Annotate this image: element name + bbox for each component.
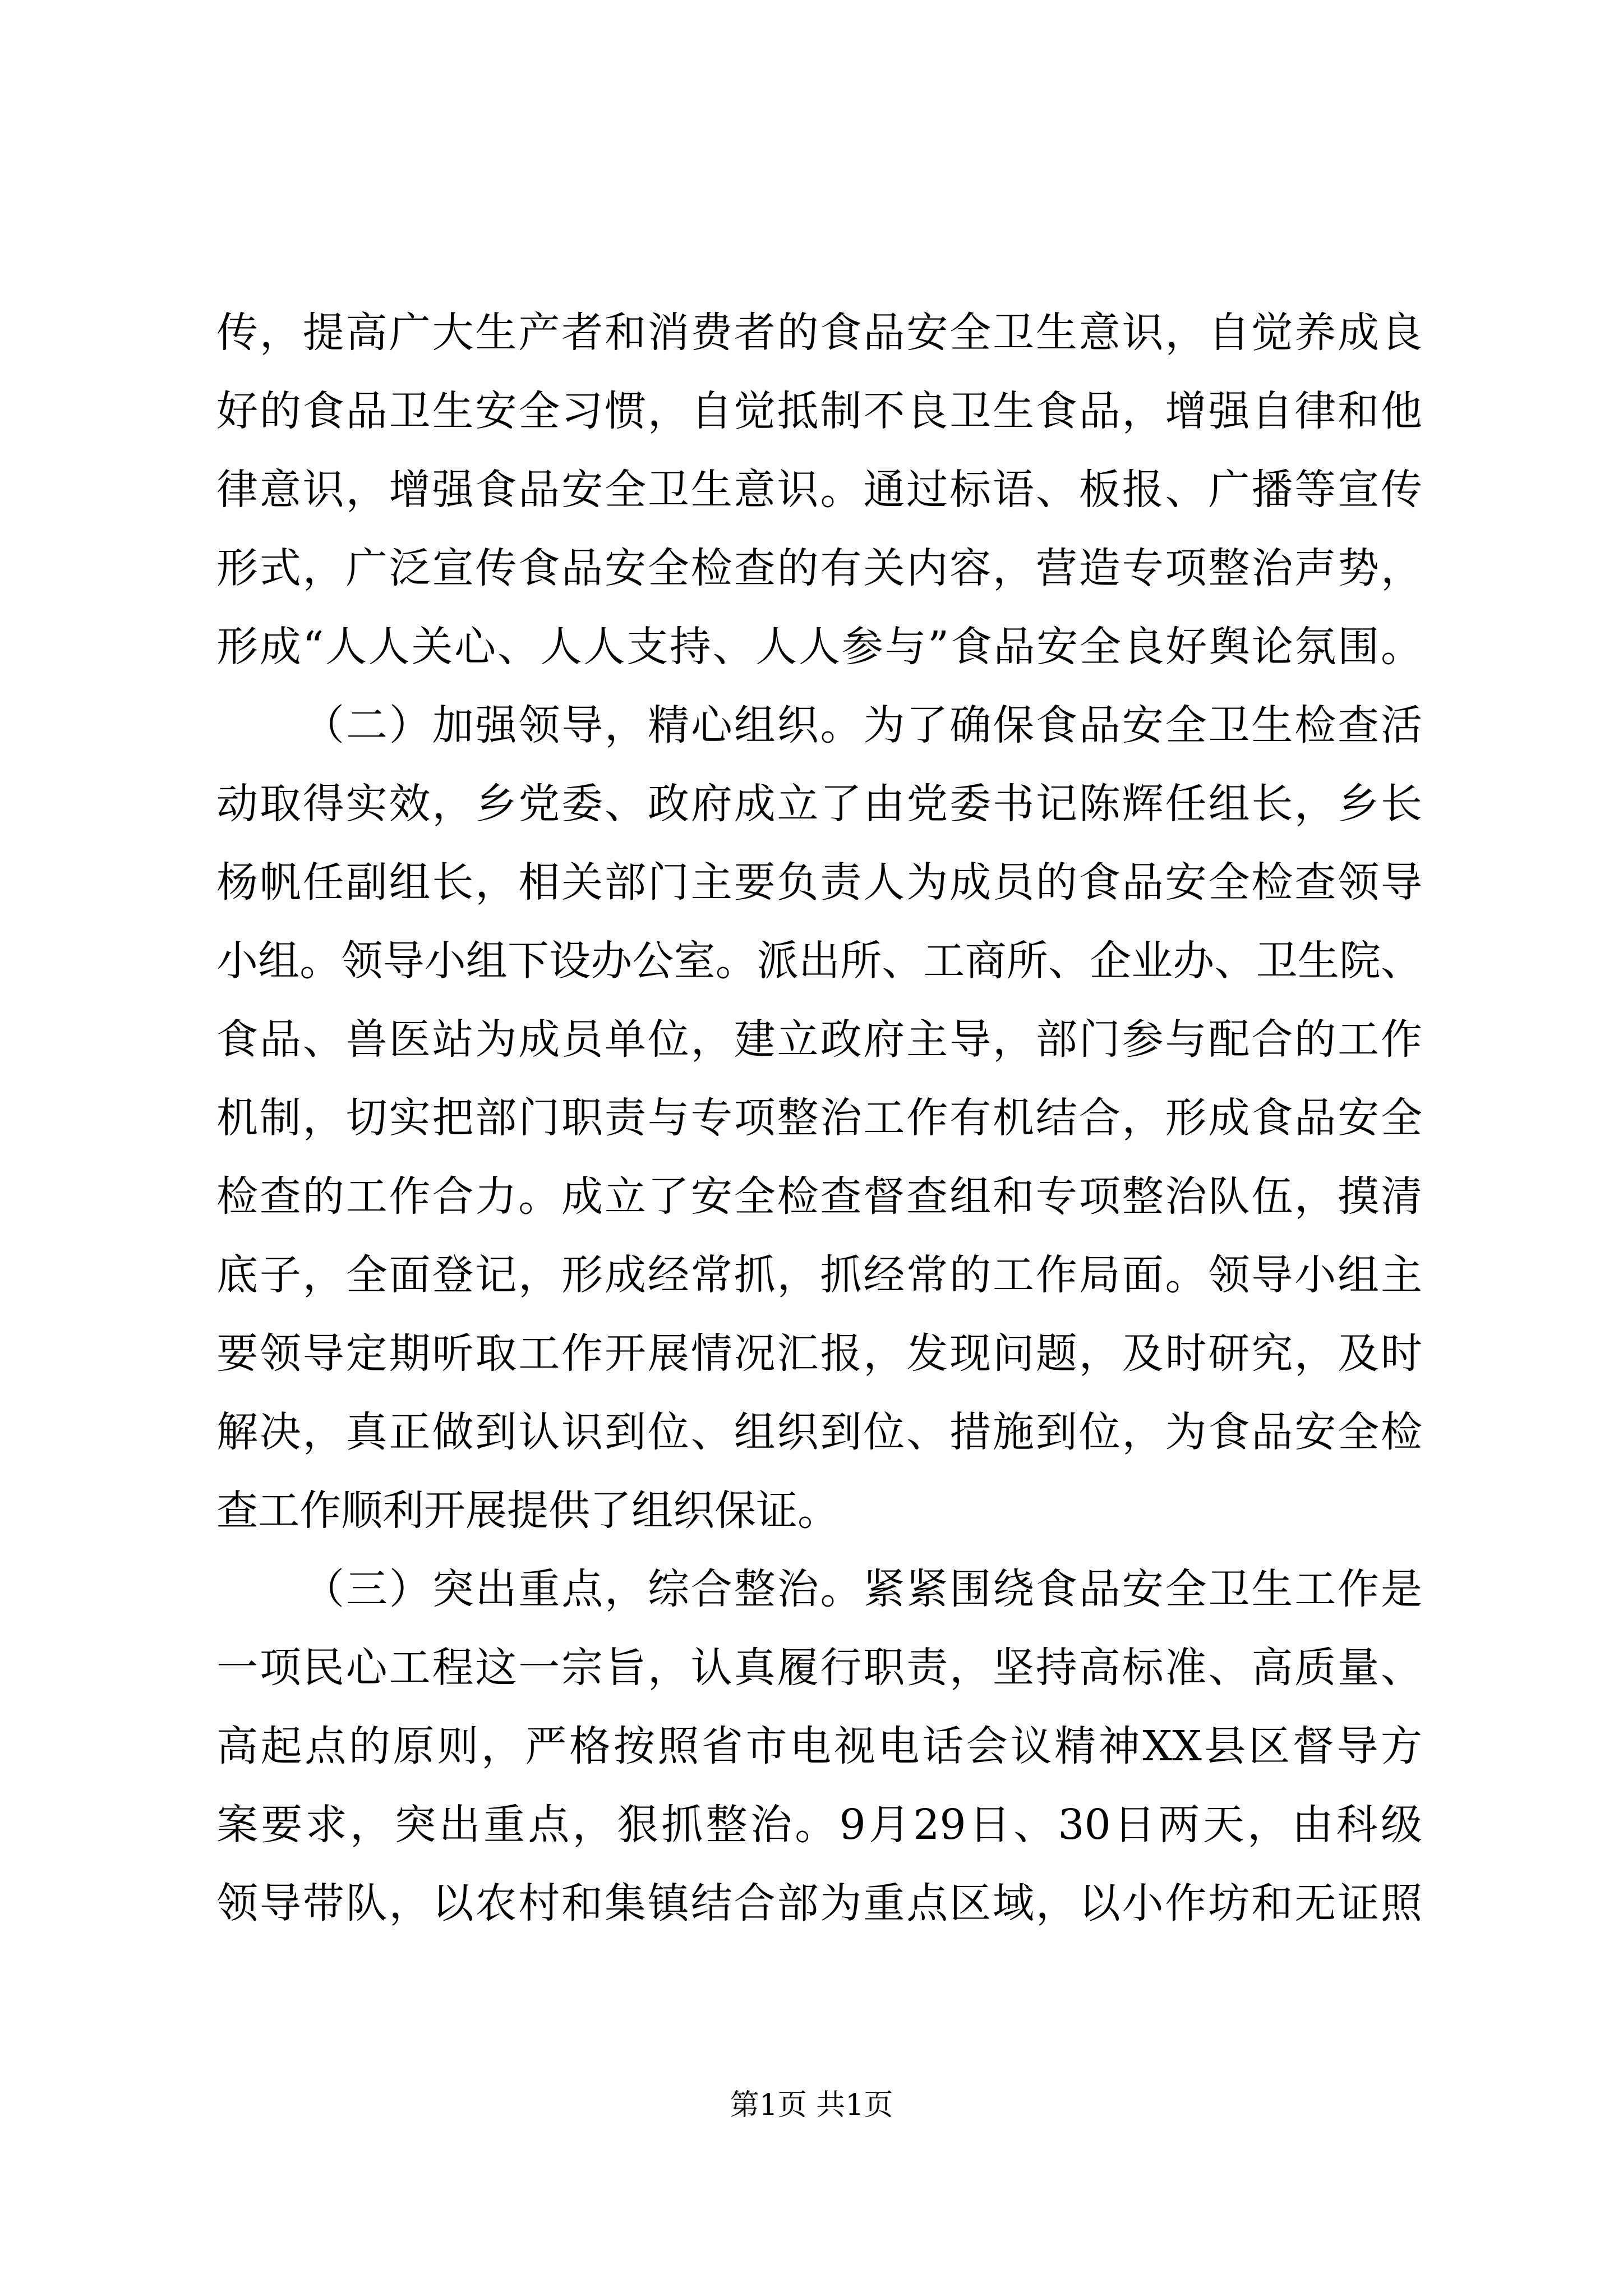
text-line-18: 一项民心工程这一宗旨，认真履行职责，坚持高标准、高质量、 bbox=[216, 1644, 1422, 1692]
text-line-2: 好的食品卫生安全习惯，自觉抵制不良卫生食品，增强自律和他 bbox=[216, 387, 1422, 435]
text-line-13: 底子，全面登记，形成经常抓，抓经常的工作局面。领导小组主 bbox=[216, 1251, 1422, 1299]
text-line-12: 检查的工作合力。成立了安全检查督查组和专项整治队伍，摸清 bbox=[216, 1172, 1422, 1221]
text-line-8: 杨帆任副组长，相关部门主要负责人为成员的食品安全检查领导 bbox=[216, 858, 1422, 907]
text-line-4: 形式，广泛宣传食品安全检查的有关内容，营造专项整治声势， bbox=[216, 544, 1422, 592]
text-line-20: 案要求，突出重点，狠抓整治。9月29日、30日两天，由科级 bbox=[216, 1801, 1422, 1849]
paragraph-2-first-line: （二）加强领导，精心组织。为了确保食品安全卫生检查活 bbox=[303, 701, 1422, 749]
text-line-15: 解决，真正做到认识到位、组织到位、措施到位，为食品安全检 bbox=[216, 1408, 1422, 1456]
text-line-3: 律意识，增强食品安全卫生意识。通过标语、板报、广播等宣传 bbox=[216, 466, 1422, 514]
page-number-footer: 第1页 共1页 bbox=[730, 2088, 893, 2122]
paragraph-2-last-line: 查工作顺利开展提供了组织保证。 bbox=[216, 1487, 839, 1535]
text-line-14: 要领导定期听取工作开展情况汇报，发现问题，及时研究，及时 bbox=[216, 1329, 1422, 1378]
text-line-10: 食品、兽医站为成员单位，建立政府主导，部门参与配合的工作 bbox=[216, 1015, 1422, 1064]
text-line-21: 领导带队，以农村和集镇结合部为重点区域，以小作坊和无证照 bbox=[216, 1879, 1422, 1927]
text-line-7: 动取得实效，乡党委、政府成立了由党委书记陈辉任组长，乡长 bbox=[216, 780, 1422, 828]
text-line-1: 传，提高广大生产者和消费者的食品安全卫生意识，自觉养成良 bbox=[216, 309, 1422, 357]
text-line-5: 形成“人人关心、人人支持、人人参与”食品安全良好舆论氛围。 bbox=[216, 623, 1422, 671]
text-line-11: 机制，切实把部门职责与专项整治工作有机结合，形成食品安全 bbox=[216, 1094, 1422, 1142]
text-line-9: 小组。领导小组下设办公室。派出所、工商所、企业办、卫生院、 bbox=[216, 937, 1422, 985]
text-line-19: 高起点的原则，严格按照省市电视电话会议精神XX县区督导方 bbox=[216, 1722, 1422, 1770]
paragraph-3-first-line: （三）突出重点，综合整治。紧紧围绕食品安全卫生工作是 bbox=[303, 1565, 1422, 1613]
